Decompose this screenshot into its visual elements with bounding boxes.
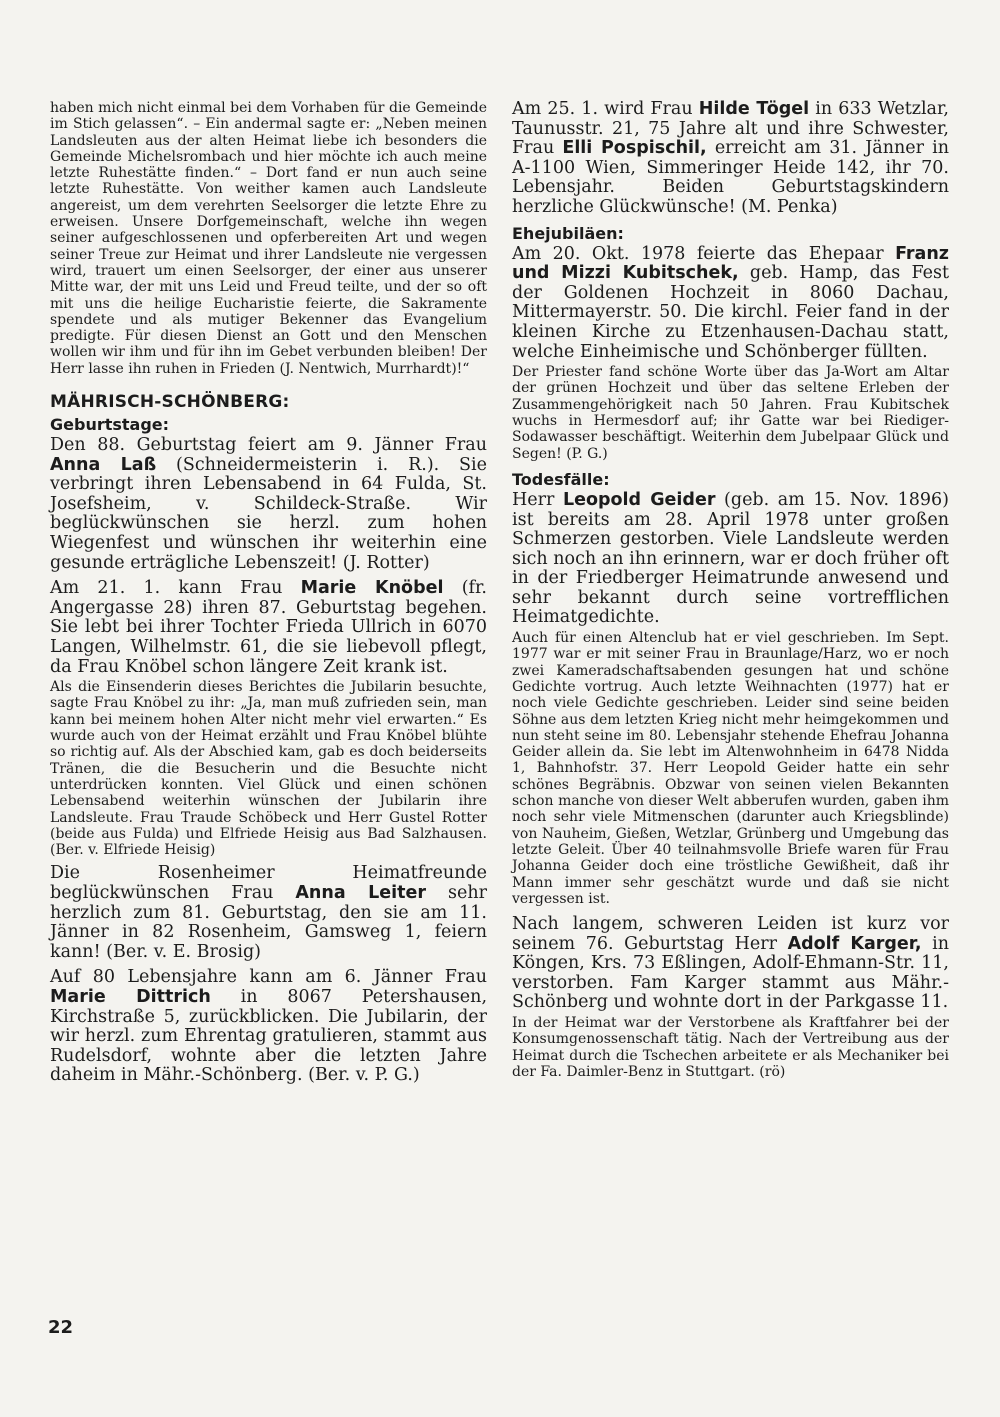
right-column bbox=[512, 100, 949, 1082]
death-entry: Herr Leopold Geider (geb. am 15. Nov. 1896) ist bereits am 28. April 1978 unter großen Schmerzen gestorben. Viele Landsleute werden sich noch an ihn erinnern, war er doch früher oft in der Friedberger Heimatrunde anwesend und sehr bekannt durch seine vortrefflichen Heimatgedichte. bbox=[512, 489, 949, 628]
birthday-entry-detail: Als die Einsenderin dieses Berichtes die Jubilarin besuchte, sagte Frau Knöbel zu ihr: „Ja, man muß zufrieden sein, man kann bei meinem hohen Alter nicht mehr viel erwarten.“ Es wurde auch von der Heimat erzählt und Frau Knöbel blühte so richtig auf. Als der Abschied kam, gab es doch beiderseits Tränen, die die Besucherin und die Besuchte nicht unterdrücken konnten. Viel Glück und einen schönen Lebensabend weiterhin wünschen der Jubilarin ihre Landsleute. Frau Traude Schöbeck und Herr Gustel Rotter (beide aus Fulda) und Elfriede Heisig aus Bad Salzhausen. (Ber. v. Elfriede Heisig) bbox=[50, 679, 487, 859]
page-number: 22 bbox=[48, 1317, 74, 1338]
jubilee-detail: Der Priester fand schöne Worte über das Ja-Wort am Altar der grünen Hochzeit und über das seltene Erleben der Zusammengehörigkeit nach 50 Jahren. Frau Kubitschek wuchs in Hermesdorf auf; ihr Gatte war bei Riediger-Sodawasser beschäftigt. Weiterhin dem Jubelpaar Glück und Segen! (P. G.) bbox=[512, 364, 949, 462]
left-column bbox=[50, 100, 487, 1092]
jubilee-heading: Ehejubiläen: bbox=[512, 223, 624, 243]
death-entry: Nach langem, schweren Leiden ist kurz vor seinem 76. Geburtstag Herr Adolf Karger, in Köngen, Krs. 73 Eßlingen, Adolf-Ehmann-Str. 11, verstorben. Fam Karger stammt aus Mähr.-Schönberg und wohnte dort in der Parkgasse 11. bbox=[512, 914, 949, 1013]
death-entry-detail: In der Heimat war der Verstorbene als Kraftfahrer bei der Konsumgenossenschaft tätig. Nach der Vertreibung aus der Heimat durch die Tschechen arbeitete er als Mechaniker bei der Fa. Daimler-Benz in Stuttgart. (rö) bbox=[512, 1015, 949, 1080]
death-entry-detail: Auch für einen Altenclub hat er viel geschrieben. Im Sept. 1977 war er mit seiner Frau in Braunlage/Harz, wo er noch zwei Kameradschaftsabenden gesungen hat und schöne Gedichte vortrug. Auch letzte Weihnachten (1977) hat er noch viele Gedichte geschrieben. Leider sind seine beiden Söhne aus dem letzten Krieg nicht mehr heimgekommen und nun steht seine im 80. Lebensjahr stehende Ehefrau Johanna Geider allein da. Sie lebt im Altenwohnheim in 6478 Nidda 1, Bahnhofstr. 37. Herr Leopold Geider hatte ein sehr schönes Begräbnis. Obzwar von seinen vielen Bekannten schon manche von dieser Welt abberufen wurden, gaben ihm noch sehr viele Mitmenschen (darunter auch Kriegsblinde) von Nauheim, Gießen, Wetzlar, Grünberg und Umgebung das letzte Geleit. Über 40 teilnahmsvolle Briefe waren für Frau Johanna Geider doch eine tröstliche Gewißheit, daß ihr Mann immer sehr geschätzt wurde und daß sie nicht vergessen ist. bbox=[512, 630, 949, 907]
obituary-continuation: haben mich nicht einmal bei dem Vorhaben für die Gemeinde im Stich gelassen“. – Ein andermal sagte er: „Neben meinen Landsleuten aus der alten Heimat liebe ich besonders die Gemeinde Michelsrombach und hier möchte ich auch meine letzte Ruhestätte finden.“ – Dort fand er nun auch seine letzte Ruhestätte. Von weither kamen auch Landsleute angereist, um dem verehrten Seelsorger die letzte Ehre zu erweisen. Unsere Dorfgemeinschaft, welche ihn wegen seiner aufgeschlossenen und opferbereiten Art und wegen seiner Treue zur Heimat und ihrer Landsleute nie vergessen wird, trauert um einen Seelsorger, der einer aus unserer Mitte war, der mit uns Leid und Freud teilte, und der so oft mit uns die heilige Eucharistie feierte, die Sakramente spendete und als mutiger Bekenner das Evangelium predigte. Für diesen Dienst an Gott und den Menschen wollen wir ihm und für ihn im Gebet verbunden bleiben! Der Herr lasse ihn ruhen in Frieden (J. Nentwich, Murrhardt)!“ bbox=[50, 100, 487, 377]
birthday-entry: Den 88. Geburtstag feiert am 9. Jänner Frau Anna Laß (Schneidermeisterin i. R.). Sie verbringt ihren Lebensabend in 64 Fulda, St. Josefsheim, v. Schildeck-Straße. Wir beglückwünschen sie herzl. zum hohen Wiegenfest und wünschen ihr weiterhin eine gesunde erträgliche Lebenszeit! (J. Rotter) bbox=[50, 435, 487, 573]
deaths-heading: Todesfälle: bbox=[512, 469, 610, 489]
birthday-entry: Auf 80 Lebensjahre kann am 6. Jänner Frau Marie Dittrich in 8067 Petershausen, Kirchstraße 5, zurückblicken. Die Jubilarin, der wir herzl. zum Ehrentag gratulieren, stammt aus Rudelsdorf, wohnte aber die letzten Jahre daheim in Mähr.-Schönberg. (Ber. v. P. G.) bbox=[50, 967, 488, 1086]
section-heading: MÄHRISCH-SCHÖNBERG: bbox=[50, 392, 290, 413]
birthdays-heading: Geburtstage: bbox=[50, 415, 170, 435]
jubilee-entry: Am 20. Okt. 1978 feierte das Ehepaar Franz und Mizzi Kubitschek, geb. Hamp, das Fest der Goldenen Hochzeit in 8060 Dachau, Mittermayerstr. 50. Die kirchl. Feier fand in der kleinen Kirche zu Etzenhausen-Dachau statt, welche Einheimische und Schönberger füllten. bbox=[512, 243, 949, 362]
birthday-entry: Am 25. 1. wird Frau Hilde Tögel in 633 Wetzlar, Taunusstr. 21, 75 Jahre alt und ihre Schwester, Frau Elli Pospischil, erreicht am 31. Jänner in A-1100 Wien, Simmeringer Heide 142, ihr 70. Lebensjahr. Beiden Geburtstagskindern herzliche Glückwünsche! (M. Penka) bbox=[512, 99, 949, 217]
birthday-entry: Am 21. 1. kann Frau Marie Knöbel (fr. Angergasse 28) ihren 87. Geburtstag begehen. Sie lebt bei ihrer Tochter Frieda Ullrich in 6070 Langen, Wilhelmstr. 61, die sie liebevoll pflegt, da Frau Knöbel schon längere Zeit krank ist. bbox=[50, 578, 487, 677]
birthday-entry: Die Rosenheimer Heimatfreunde beglückwünschen Frau Anna Leiter sehr herzlich zum 81. Geburtstag, den sie am 11. Jänner in 82 Rosenheim, Gamsweg 1, feiern kann! (Ber. v. E. Brosig) bbox=[50, 863, 487, 962]
